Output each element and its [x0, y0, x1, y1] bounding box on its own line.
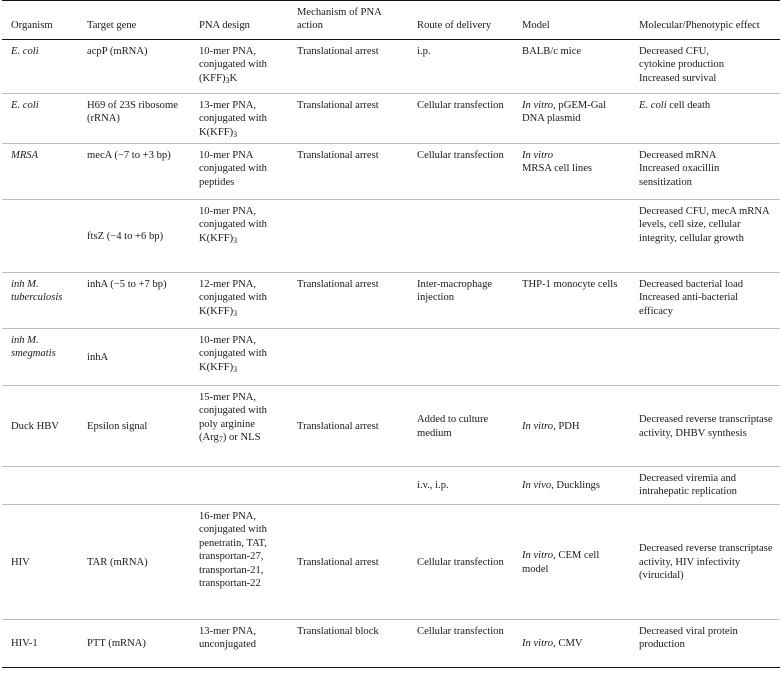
header-organism: Organism	[11, 20, 53, 32]
table-row	[2, 329, 780, 386]
header-pna-design: PNA design	[199, 20, 250, 32]
cell-target-gene: inhA	[87, 351, 109, 363]
pna-table	[2, 0, 780, 668]
effect-line: Decreased mRNA	[639, 150, 717, 162]
model-text: , CEM cell model	[522, 550, 600, 575]
table-row	[2, 39, 780, 93]
model-italic: In vitro	[522, 150, 554, 162]
table-row	[2, 467, 780, 505]
cell-organism: MRSA	[11, 150, 39, 162]
model-italic: In vitro	[522, 638, 554, 650]
pna-text: 10-mer PNA, conjugated with (KFF)	[199, 45, 267, 84]
pna-subscript: 3	[233, 364, 238, 374]
cell-organism	[2, 467, 78, 505]
cell-effect	[630, 273, 780, 329]
cell-model	[513, 505, 630, 620]
cell-effect: Decreased reverse transcriptase activity, HIV infectivity (virucidal)	[639, 543, 773, 582]
effect-line: Increased survival	[639, 72, 717, 84]
cell-target-gene: inhA (−5 to +7 bp)	[87, 279, 167, 291]
cell-route: Cellular transfection	[417, 99, 504, 111]
cell-route: Added to culture medium	[417, 414, 489, 439]
cell-mechanism	[288, 200, 408, 273]
cell-model: THP-1 monocyte cells	[522, 279, 618, 291]
header-target-gene: Target gene	[87, 20, 137, 32]
cell-mechanism: Translational arrest	[297, 150, 379, 162]
cell-target-gene: ftsZ (−4 to +6 bp)	[87, 230, 164, 242]
cell-mechanism: Translational arrest	[297, 556, 379, 568]
cell-route	[408, 329, 513, 386]
cell-effect: Decreased viremia and intrahepatic replication	[639, 473, 737, 498]
cell-organism: inh M. smegmatis	[11, 335, 56, 360]
cell-pna-design	[190, 39, 288, 93]
model-italic: In vitro	[522, 99, 554, 111]
cell-organism: E. coli	[11, 45, 39, 57]
cell-pna-design	[190, 200, 288, 273]
effect-line: efficacy	[639, 305, 673, 317]
header-effect: Molecular/Phenotypic effect	[639, 20, 760, 32]
pna-text: 12-mer PNA, conjugated with K(KFF)	[199, 279, 267, 317]
cell-effect	[630, 39, 780, 93]
pna-text-tail: K	[229, 72, 238, 84]
header-mechanism: Mechanism of PNA action	[297, 7, 382, 32]
cell-organism	[2, 200, 78, 273]
effect-line: Increased oxacillin	[639, 163, 720, 175]
effect-line: Increased anti-bacterial	[639, 292, 739, 304]
effect-italic: E. coli	[639, 99, 667, 111]
cell-route: Cellular transfection	[417, 626, 504, 638]
cell-route	[408, 200, 513, 273]
header-model: Model	[522, 20, 550, 32]
pna-subscript: 3	[225, 75, 230, 85]
table-row	[2, 200, 780, 273]
cell-target-gene: PTT (mRNA)	[87, 638, 146, 650]
cell-effect: Decreased viral protein production	[639, 626, 738, 651]
model-text: , PDH	[553, 420, 580, 432]
table-row	[2, 620, 780, 668]
pna-text: 10-mer PNA, conjugated with K(KFF)	[199, 335, 267, 373]
cell-target-gene	[78, 467, 190, 505]
cell-pna-design	[190, 329, 288, 386]
cell-model	[513, 467, 630, 505]
cell-organism: E. coli	[11, 99, 39, 111]
cell-model	[513, 93, 630, 143]
model-italic: In vitro	[522, 550, 554, 562]
model-text: , pGEM-Gal DNA plasmid	[522, 99, 607, 125]
effect-line: Decreased bacterial load	[639, 279, 744, 291]
cell-effect: Decreased CFU, mecA mRNA levels, cell size, cellular integrity, cellular growth	[639, 206, 770, 244]
pna-subscript: 7	[218, 435, 223, 445]
cell-pna-design	[190, 467, 288, 505]
cell-pna-design: 10-mer PNA conjugated with peptides	[199, 150, 267, 188]
cell-target-gene: mecA (−7 to +3 bp)	[87, 150, 171, 162]
cell-model: BALB/c mice	[522, 45, 582, 57]
pna-subscript: 3	[233, 129, 238, 139]
cell-mechanism: Translational block	[297, 626, 379, 638]
cell-organism: HIV	[11, 556, 30, 568]
cell-target-gene: H69 of 23S ribosome (rRNA)	[87, 99, 178, 125]
table-row	[2, 273, 780, 329]
cell-mechanism: Translational arrest	[297, 420, 379, 432]
effect-line: Decreased CFU,	[639, 45, 710, 57]
cell-model	[513, 329, 630, 386]
cell-effect	[630, 329, 780, 386]
cell-route: Cellular transfection	[417, 556, 504, 568]
model-text: , CMV	[553, 638, 583, 650]
cell-pna-design: 16-mer PNA, conjugated with penetratin, TAT, transportan-27, transportan-21, transportan-22	[199, 511, 267, 590]
pna-text: 13-mer PNA, conjugated with K(KFF)	[199, 99, 267, 138]
pna-text: 15-mer PNA, conjugated with poly arginine (Arg	[199, 392, 267, 444]
cell-mechanism: Translational arrest	[297, 45, 379, 57]
cell-route: i.p.	[417, 45, 431, 57]
model-text: MRSA cell lines	[522, 163, 593, 175]
cell-model	[513, 200, 630, 273]
pna-subscript: 3	[233, 235, 238, 245]
cell-mechanism: Translational arrest	[297, 99, 379, 111]
model-italic: In vivo	[522, 480, 552, 492]
model-italic: In vitro	[522, 420, 554, 432]
pna-text: 10-mer PNA, conjugated with K(KFF)	[199, 206, 267, 244]
cell-model	[513, 144, 630, 200]
effect-line: cytokine production	[639, 59, 725, 71]
cell-effect: Decreased reverse transcriptase activity, DHBV synthesis	[639, 414, 773, 439]
cell-pna-design	[190, 386, 288, 467]
cell-pna-design	[190, 273, 288, 329]
pna-subscript: 3	[233, 308, 238, 318]
cell-organism: HIV-1	[11, 638, 38, 650]
cell-target-gene: acpP (mRNA)	[87, 45, 148, 57]
cell-pna-design: 13-mer PNA, unconjugated	[199, 626, 257, 651]
cell-model	[513, 386, 630, 467]
cell-route: i.v., i.p.	[417, 480, 449, 492]
cell-target-gene: TAR (mRNA)	[87, 556, 148, 568]
cell-mechanism	[288, 329, 408, 386]
cell-route: Cellular transfection	[417, 150, 504, 162]
effect-line: sensitization	[639, 176, 692, 188]
table-row	[2, 93, 780, 143]
cell-route: Inter-macrophage injection	[417, 279, 493, 304]
cell-organism: inh M. tuberculosis	[11, 279, 63, 304]
pna-text-tail: ) or NLS	[222, 432, 261, 444]
cell-mechanism: Translational arrest	[297, 279, 379, 291]
table-row	[2, 144, 780, 200]
header-route: Route of delivery	[417, 20, 492, 32]
model-text: , Ducklings	[551, 480, 600, 492]
cell-organism: Duck HBV	[11, 420, 59, 432]
cell-model	[513, 620, 630, 668]
table-row	[2, 386, 780, 467]
cell-effect	[630, 93, 780, 143]
effect-text: cell death	[666, 99, 711, 111]
table-row	[2, 505, 780, 620]
header-row	[2, 1, 780, 40]
cell-effect	[630, 144, 780, 200]
cell-target-gene: Epsilon signal	[87, 420, 148, 432]
cell-mechanism	[288, 467, 408, 505]
cell-pna-design	[190, 93, 288, 143]
